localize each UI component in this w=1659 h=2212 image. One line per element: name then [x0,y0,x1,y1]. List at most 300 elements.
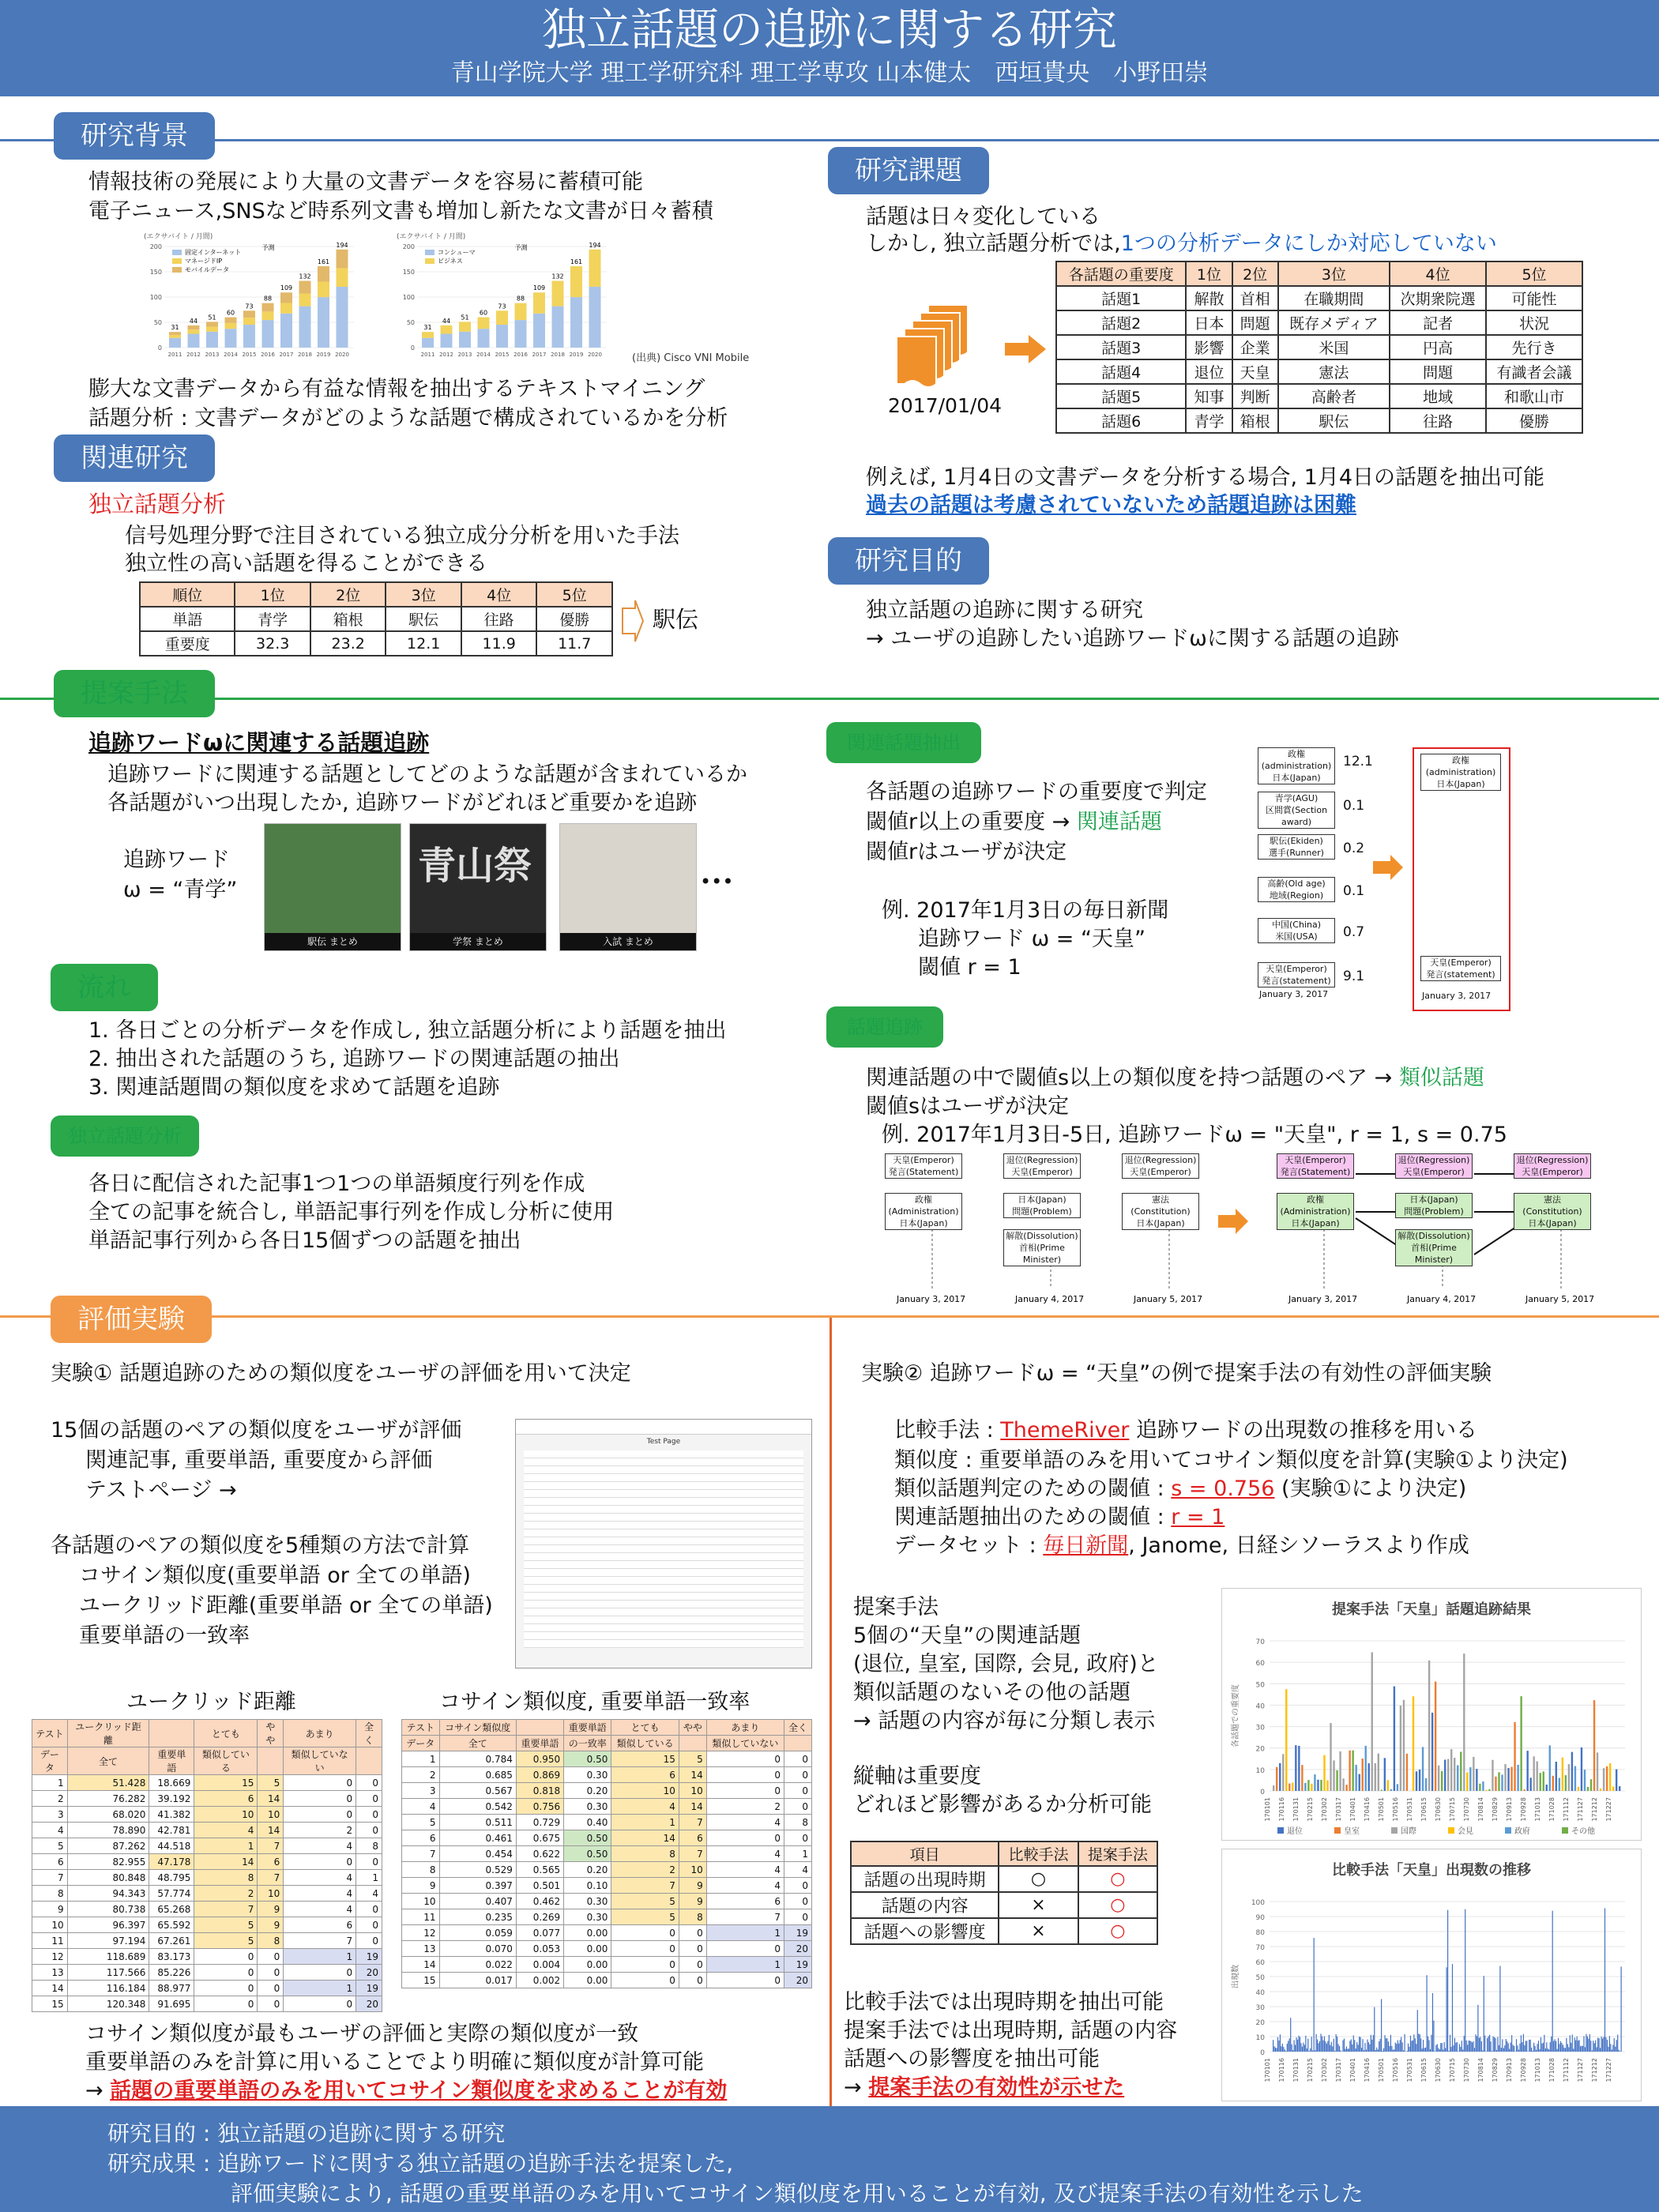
bar [1454,1758,1455,1791]
eval-cell: 0.004 [516,1957,563,1973]
bar [1279,1763,1281,1791]
bar [1314,1938,1315,2052]
bar [1288,1784,1290,1791]
task-row-cell: 在職期間 [1278,286,1390,310]
forecast-label: 予測 [261,244,275,251]
bar [1292,1782,1293,1791]
eval-cell: 0 [356,1902,382,1917]
rel-node: 高齢(Old age) 地域(Region) [1258,877,1335,902]
eval-cell: 7 [258,1870,284,1886]
eval-row [32,1965,382,1981]
bar [1556,1762,1557,1791]
eval-cell: 0.30 [564,1799,611,1815]
eval-cell: 0.077 [516,1925,563,1941]
eval-cell: 47.178 [149,1854,194,1870]
eval-head-cell: データ [32,1747,68,1775]
bar [1324,2037,1325,2052]
x-tick: 171227 [1605,2058,1612,2082]
eval-head-cell: 全く [356,1720,382,1747]
rel-node-score: 0.1 [1343,883,1365,899]
bar [1428,1661,1430,1791]
legend-swatch [425,258,434,264]
indep-line3: 単語記事行列から各日15個ずつの話題を抽出 [88,1228,521,1253]
bar [1276,1767,1277,1791]
x-tick: 171227 [1605,1797,1612,1822]
x-tick: 2013 [457,352,472,358]
eval-cell: 4 [706,1878,784,1894]
bar [1408,2044,1409,2052]
bar [1329,2035,1330,2052]
eval-row [32,1917,382,1933]
eval-cell: 14 [258,1791,284,1807]
eval-cell: 97.194 [67,1933,149,1949]
eval-cell: 0 [284,1965,356,1981]
bar [1599,2038,1600,2052]
bar-label: 51 [208,314,216,322]
eval-cell: 0 [784,1894,812,1909]
eval-cell: 4 [706,1846,784,1862]
x-tick: 170814 [1477,1797,1484,1822]
x-tick: 170401 [1349,1797,1356,1822]
bar [1406,2051,1407,2052]
eval-cell: 8 [32,1886,68,1902]
eval-cell: 57.774 [149,1886,194,1902]
indep-line2: 全ての記事を統合し, 単語記事行列を作成し分析に使用 [88,1200,615,1224]
eval-cell: 2 [32,1791,68,1807]
rel-result-node-2: 天皇(Emperor) 発言(statement) [1420,956,1501,981]
task-head-cell: 1位 [1186,261,1232,286]
flow-line2: 2. 抽出された話題のうち, 追跡ワードの関連話題の抽出 [88,1047,620,1071]
bar [1517,2045,1518,2052]
bar [1499,1966,1500,2052]
exp2-p6: 縦軸は重要度 [853,1764,981,1789]
compare-cell: ○ [1078,1892,1157,1918]
bar [1354,2040,1355,2052]
bar [1487,2038,1488,2052]
exp1-conclusion1: コサイン類似度が最もユーザの評価と実際の類似度が一致 [85,2022,639,2046]
bar [1491,2041,1492,2052]
x-tick: 170730 [1463,2058,1470,2082]
x-tick: 170116 [1278,1797,1285,1822]
track-line3: 例. 2017年1月3日-5日, 追跡ワードω = "天皇", r = 1, s = 0.75 [882,1123,1507,1147]
eval-cell: 0.00 [564,1925,611,1941]
bar [1568,1764,1570,1791]
track-node: 天皇(Emperor) 発言(Statement) [885,1153,962,1179]
bar [1617,2034,1618,2052]
bar [422,332,434,338]
bar-label: 60 [479,309,488,317]
eval-head-cell: コサイン類似度 [439,1720,516,1736]
testpage-title: Test Page [646,1438,681,1446]
y-tick: 100 [149,294,162,301]
eval-row [402,1941,812,1957]
eval-cell: 0 [706,1767,784,1783]
eval-cell: 20 [784,1941,812,1957]
bar [1413,2034,1414,2052]
task-row-cell: 次期衆院選 [1390,286,1486,310]
poster-title: 独立話題の追跡に関する研究 [542,5,1117,56]
eval-cell: 4 [402,1799,440,1815]
bar [1543,2043,1544,2052]
bg-line1: 情報技術の発展により大量の文書データを容易に蓄積可能 [88,170,643,194]
bar [1294,2040,1295,2052]
y-tick: 90 [1255,1914,1265,1922]
eval-cell: 0.50 [564,1751,611,1767]
bar [1435,2045,1436,2052]
eval-row [32,1807,382,1823]
bar [1474,2048,1475,2052]
eval-cell: 2 [194,1886,258,1902]
eval-cell: 0.462 [516,1894,563,1909]
eval-cell: 8 [611,1846,679,1862]
eval-cell: 9 [258,1902,284,1917]
bar [1383,2048,1384,2052]
bar [1552,1911,1553,2052]
eval-cell: 0.869 [516,1767,563,1783]
bar [1376,2048,1377,2052]
bar [1574,2037,1575,2052]
eval-cell: 14 [611,1830,679,1846]
x-tick: 170730 [1463,1797,1470,1822]
eval-cell: 0 [679,1957,706,1973]
eval-cell: 20 [356,1996,382,2012]
bar [1551,2037,1552,2052]
bar [1511,2035,1512,2052]
bar [1477,2005,1478,2052]
eval-cell: 0.20 [564,1862,611,1878]
bar [1322,2041,1323,2052]
bar [1334,2051,1335,2052]
eval-cell: 13 [402,1941,440,1957]
bar [1390,2035,1391,2052]
bar [1497,2037,1498,2052]
bar [243,310,255,318]
bar [1356,2042,1357,2052]
bar [1319,2041,1320,2052]
rel-line3: 閾値rはユーザが決定 [866,840,1067,864]
eval-row [402,1909,812,1925]
eval-cell: 0 [284,1775,356,1791]
compare-cell: ○ [1078,1866,1157,1892]
eval-head-cell: テスト [32,1720,68,1747]
bar [318,266,329,282]
exam-photo [559,823,697,951]
rel-node: 政権(administration) 日本(Japan) [1258,747,1335,784]
x-tick: 171127 [1577,1797,1584,1822]
bar [1602,2038,1603,2052]
bar [299,281,311,294]
eval-cell: 0.567 [439,1783,516,1799]
eval-row [402,1815,812,1830]
section-related: 関連研究 [54,434,215,482]
eval-head-cell: あまり [706,1720,784,1736]
bar-label: 60 [226,309,235,317]
y-tick: 40 [1255,1702,1265,1711]
bar [1609,2036,1610,2052]
bar [1536,2050,1537,2052]
eval-cell: 0 [679,1925,706,1941]
task-arrow-icon [1005,333,1048,365]
rel-node: 中国(China) 米国(USA) [1258,918,1335,943]
related-arrow-icon [621,599,645,643]
compare-head-cell: 提案手法 [1078,1841,1157,1866]
track-date-4: January 3, 2017 [1288,1294,1358,1304]
eval-row [32,1902,382,1917]
eval-cell: 19 [356,1949,382,1965]
section-method: 提案手法 [54,670,215,717]
bar [280,292,292,303]
bar [1332,2046,1333,2052]
eval-cell: 0.529 [439,1862,516,1878]
task-row-cell: 記者 [1390,310,1486,335]
bar [1320,1780,1322,1791]
bar [1403,1700,1405,1791]
y-tick: 150 [402,269,415,276]
bar [533,292,545,314]
bar [1292,2050,1293,2052]
y-tick: 200 [402,243,415,250]
x-tick: 170615 [1420,1797,1428,1822]
method-word-value: ω = “青学” [123,878,238,902]
bar [1387,1780,1389,1791]
bar [1568,2047,1569,2052]
bar [1581,2046,1582,2052]
eval-cell: 8 [258,1933,284,1949]
bar [1589,2034,1590,2052]
bar [1384,1758,1386,1791]
eval-cell: 11 [32,1933,68,1949]
x-tick: 170516 [1392,1797,1399,1822]
x-tick: 170829 [1492,1797,1499,1822]
exp2-m3 [894,1474,1466,1503]
festival-photo [409,823,547,951]
eval-cell: 19 [784,1925,812,1941]
bar [1349,1751,1350,1791]
eval-cell: 6 [284,1917,356,1933]
bar [1520,1696,1522,1791]
bar [1584,1770,1586,1791]
eval-cell: 78.890 [67,1823,149,1838]
task-row-cell: 高齢者 [1278,384,1390,408]
bar [1330,1723,1331,1791]
rel-line6: 閾値 r = 1 [918,955,1021,980]
bar [1607,2040,1608,2052]
bar [1422,1747,1424,1791]
bar [1619,1786,1620,1791]
bar [1472,2042,1473,2052]
eval-cell: 5 [32,1838,68,1854]
bar [1276,2048,1277,2052]
exp2-m2: 類似度 : 重要単語のみを用いてコサイン類似度を計算(実験①より決定) [894,1448,1568,1473]
bar [1582,2046,1583,2052]
task-row [1056,286,1582,310]
legend-label: 皇室 [1344,1827,1360,1836]
eval-cell: 7 [679,1846,706,1862]
task-row-cell: 地域 [1390,384,1486,408]
exp2-m1 [894,1416,1477,1445]
rel-line5: 追跡ワード ω = “天皇” [918,927,1146,951]
track-diagram [885,1150,1604,1308]
exp2-p7: どれほど影響があるか分析可能 [853,1793,1152,1817]
proposed-chart [1221,1588,1642,1841]
bar [570,297,582,348]
bar [570,266,582,297]
rel-date-left: January 3, 2017 [1259,989,1329,999]
eval-cell: 0.729 [516,1815,563,1830]
legend-label: 会見 [1458,1827,1473,1836]
poster-authors: 青山学院大学 理工学研究科 理工学専攻 山本健太 西垣貴央 小野田崇 [450,59,1209,87]
chart2-unit: (エクサバイト / 月間) [397,233,466,241]
task-row-cell: 憲法 [1278,359,1390,384]
festival-banner: 青山祭 [418,844,532,888]
bar [1583,2036,1584,2052]
eval-cell: 2 [402,1767,440,1783]
eval-cell: 14 [194,1854,258,1870]
bar [441,334,453,348]
eval-cell: 15 [194,1775,258,1791]
eval-cell: 8 [784,1815,812,1830]
x-tick: 170101 [1264,2058,1271,2082]
bar [1546,1785,1548,1791]
legend-swatch [1277,1827,1284,1834]
bar [1342,2041,1343,2052]
poster-header [0,0,1659,96]
eval-row [32,1870,382,1886]
eval-cell: 12 [402,1925,440,1941]
related-row-cell: 駅伝 [386,607,461,631]
footer-line3: 評価実験により, 話題の重要単語のみを用いてコサイン類似度を用いることが有効, 及び提案手法の有効性を示した [231,2180,1364,2206]
section-background: 研究背景 [54,112,215,160]
eval-cell: 7 [258,1838,284,1854]
bar [1466,1773,1468,1791]
task-line3: 例えば, 1月4日の文書データを分析する場合, 1月4日の話題を抽出可能 [866,465,1545,490]
eval-cell: 8 [679,1909,706,1925]
x-tick: 2016 [514,352,528,358]
eval-cell: 120.348 [67,1996,149,2012]
method-line1: 追跡ワードに関連する話題としてどのような話題が含まれているか [107,762,747,787]
eval-cell: 6 [679,1830,706,1846]
eval-head-cell: やや [679,1720,706,1736]
legend-swatch [425,250,434,255]
track-node: 憲法(Constitution) 日本(Japan) [1122,1193,1199,1230]
bar [1317,2040,1318,2052]
proposed-chart-title: 提案手法「天皇」話題追跡結果 [1332,1601,1531,1618]
y-tick: 50 [406,319,415,326]
eval-row [32,1854,382,1870]
x-tick: 2015 [242,352,257,358]
bar [1275,2048,1276,2052]
eval-cell: 94.343 [67,1886,149,1902]
bar [1556,2049,1557,2052]
compare-chart-plot [1222,1878,1641,2099]
bar [1445,2048,1446,2052]
track-node: 日本(Japan) 問題(Problem) [1003,1193,1081,1218]
eval-head-cell [784,1736,812,1751]
task-row-cell: 話題3 [1056,335,1186,359]
bar [1326,2044,1327,2052]
task-row-cell: 既存メディア [1278,310,1390,335]
bar [169,335,181,338]
bar [496,325,508,348]
bar [1428,2040,1429,2052]
eval-cell: 9 [402,1878,440,1894]
x-tick: 170317 [1335,2058,1342,2082]
bar [1545,2048,1546,2052]
x-tick: 170317 [1335,1797,1342,1822]
legend-label: ビジネス [438,258,463,265]
bar-label: 161 [317,258,330,265]
footer-line1: 研究目的 : 独立話題の追跡に関する研究 [107,2120,506,2146]
bar [1346,2046,1347,2052]
eval-cell: 9 [258,1917,284,1933]
bar [1411,2041,1412,2052]
compare-chart-title: 比較手法「天皇」出現数の推移 [1332,1862,1531,1879]
related-row-cell: 11.9 [461,631,537,656]
related-table [139,581,613,656]
bar [1581,1747,1582,1791]
bar [1349,2041,1350,2052]
eval-cell: 4 [32,1823,68,1838]
bar [1603,1768,1604,1791]
bar [1311,2037,1312,2052]
bar [515,303,527,320]
bar [1621,1966,1622,2052]
bar [1394,1687,1395,1791]
bar [459,332,471,348]
eval-cell: 14 [679,1799,706,1815]
bar [1326,1781,1328,1791]
eval-cell: 0.00 [564,1973,611,1988]
bar [1526,1751,1528,1791]
ekiden-photo [264,823,401,951]
bar [1570,2035,1571,2052]
bar [1510,1767,1512,1791]
footer-line2: 研究成果 : 追跡ワードに関する独立話題の追跡手法を提案した, [107,2150,734,2176]
bar [262,320,274,348]
task-head-cell: 2位 [1232,261,1278,286]
eval-cell: 1 [194,1838,258,1854]
bar [225,323,237,329]
exp1-conclusion3 [85,2076,727,2105]
task-row-cell: 問題 [1232,310,1278,335]
bar [1454,2038,1455,2052]
bar [1548,2049,1549,2052]
bar [1391,2046,1392,2052]
eval-cell: 8 [356,1838,382,1854]
bar [1470,2041,1471,2052]
eval-cell: 0.511 [439,1815,516,1830]
bar [1488,2036,1489,2052]
exp2-p3: (退位, 皇室, 国際, 会見, 政府)と [853,1652,1159,1676]
x-tick: 171112 [1563,2058,1570,2082]
task-row [1056,335,1582,359]
eval-cell: 9 [679,1894,706,1909]
bar-label: 194 [589,241,601,249]
bar [1507,1768,1509,1791]
y-axis-label: 各話題での重要度 [1232,1684,1240,1747]
eval-cell: 10 [258,1886,284,1902]
eval-cell: 0.20 [564,1783,611,1799]
eval-row [402,1799,812,1815]
x-tick: 170928 [1520,1797,1527,1822]
eval-cell: 0 [679,1973,706,1988]
task-row-cell: 駅伝 [1278,408,1390,433]
bar [1380,2039,1381,2052]
eval-cell: 0 [706,1783,784,1799]
task-row [1056,408,1582,433]
eval-cell: 0.30 [564,1909,611,1925]
bar [1406,1754,1408,1791]
